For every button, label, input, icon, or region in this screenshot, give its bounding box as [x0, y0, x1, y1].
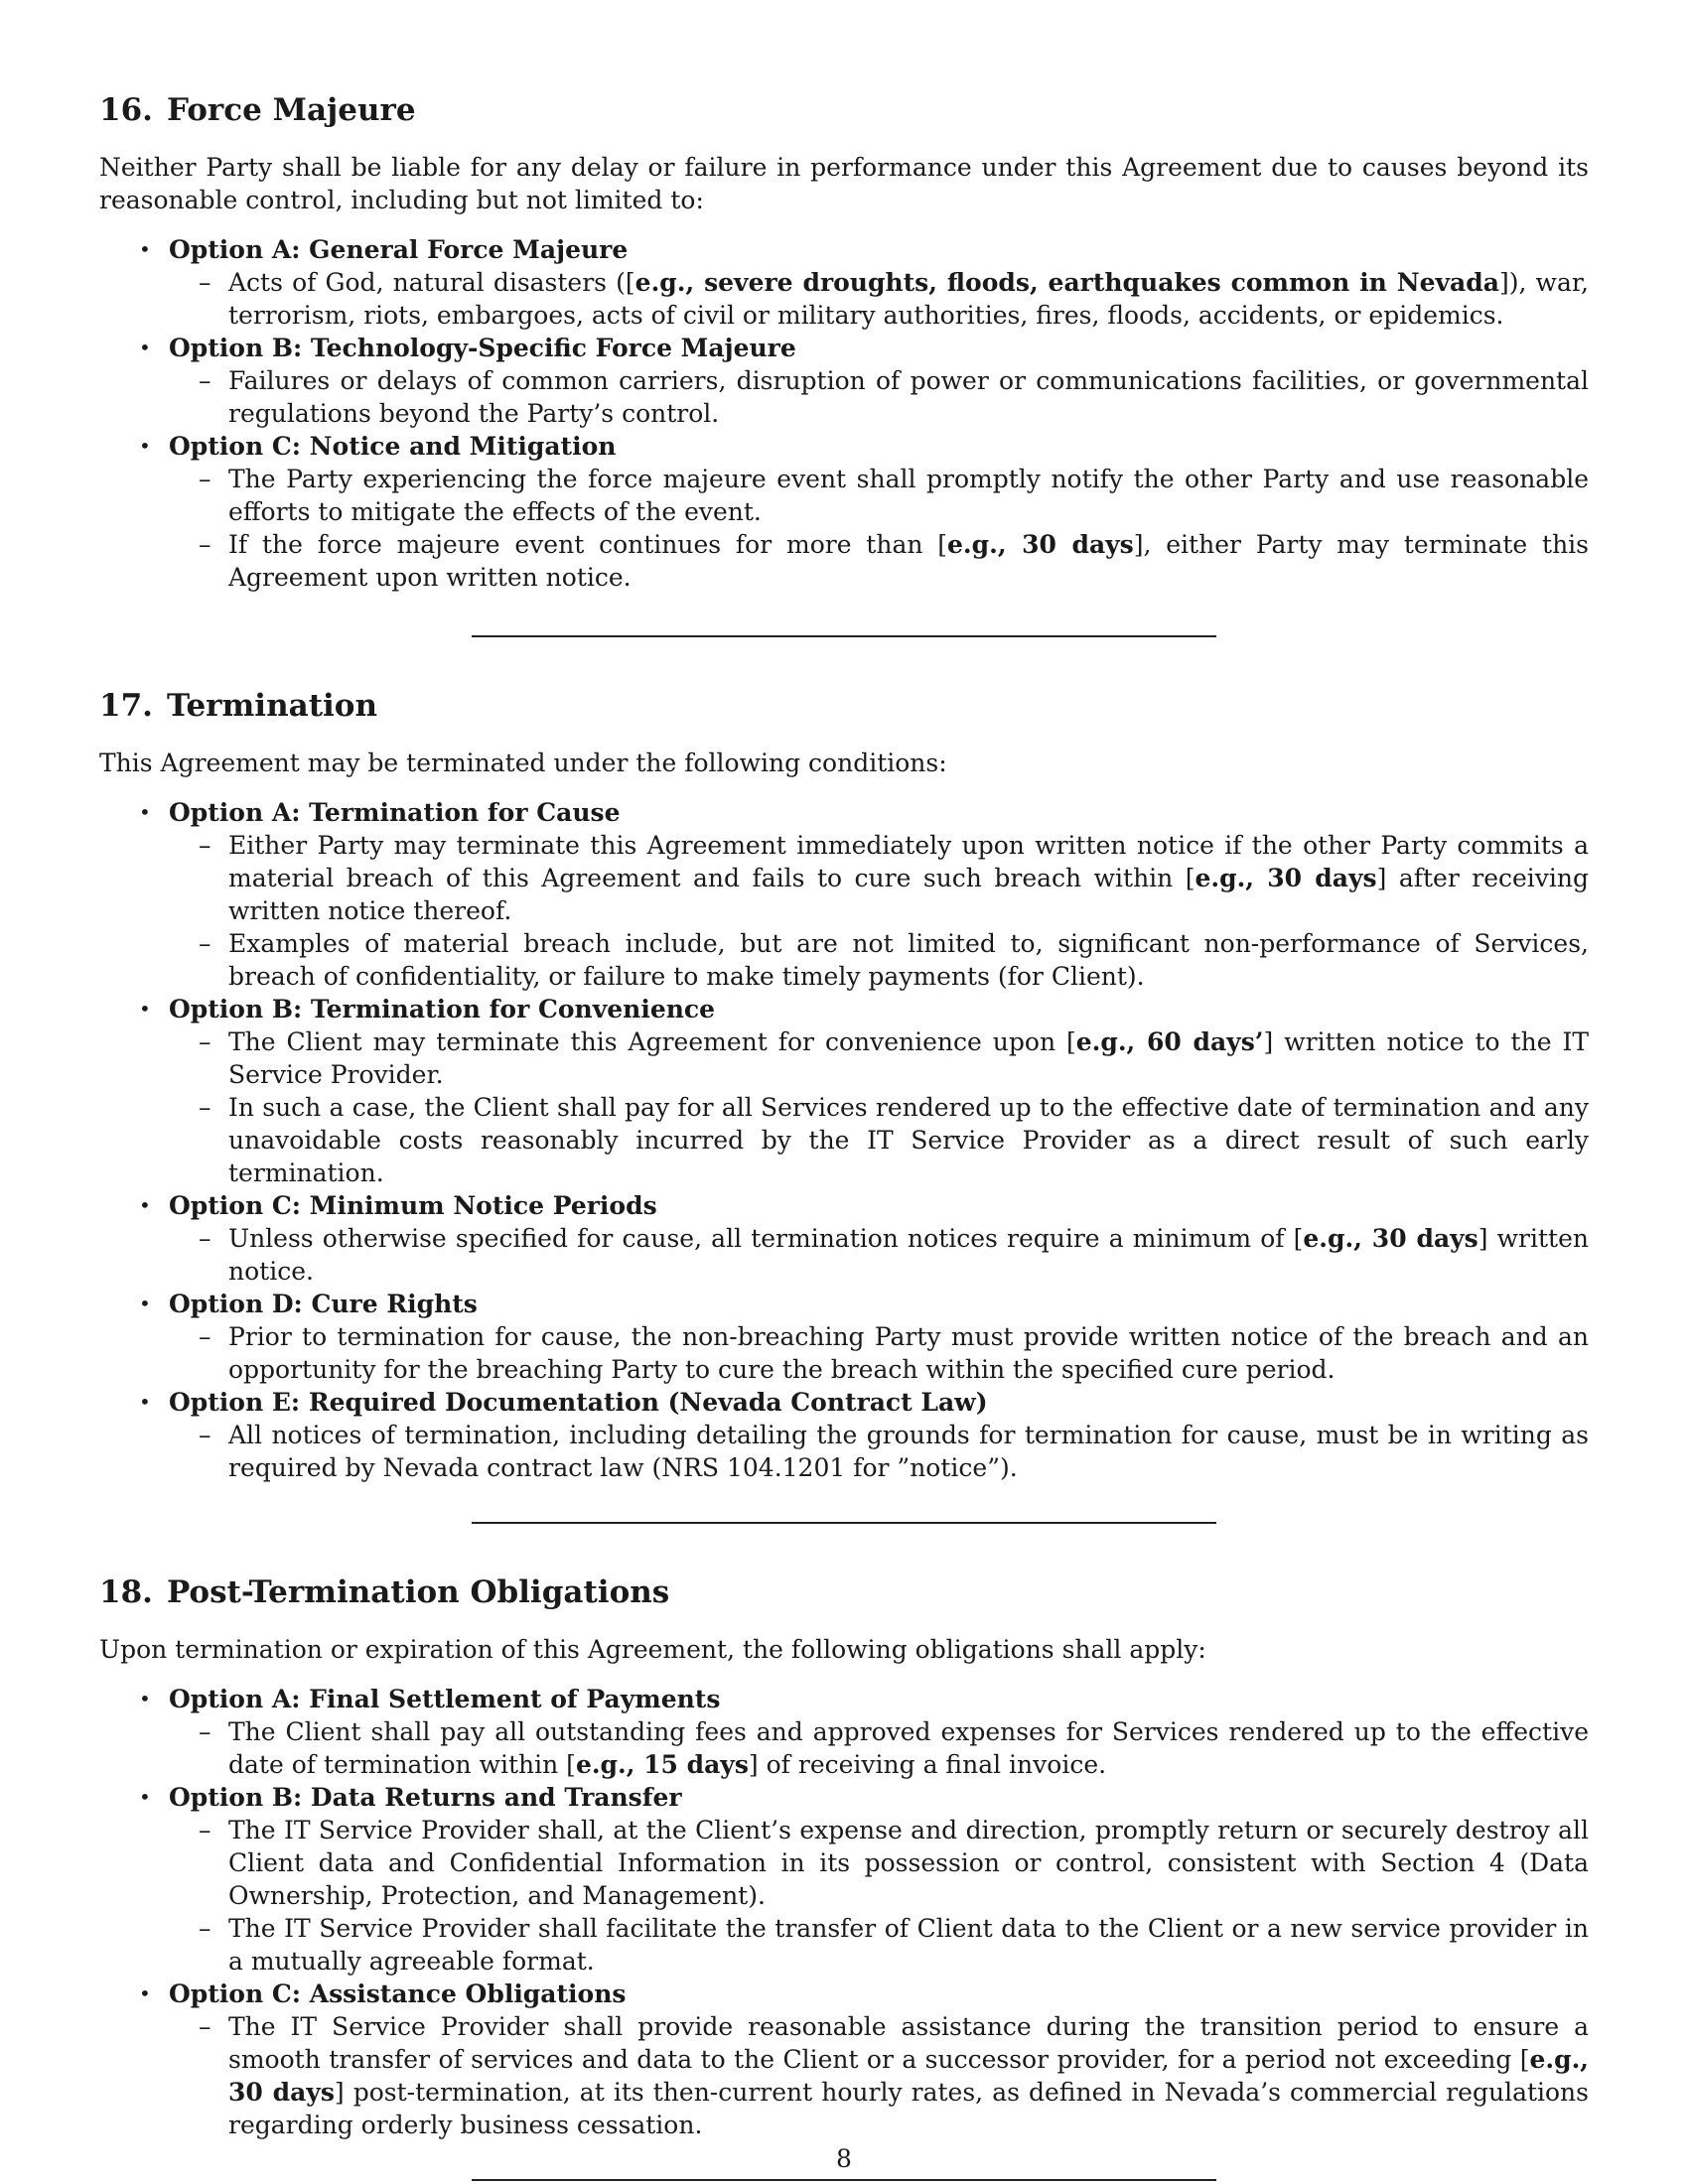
section-divider — [472, 2179, 1216, 2181]
bullet-icon: • — [139, 1785, 151, 1809]
sub-item: – The Party experiencing the force majeure event shall promptly notify the other Party and use reasonable efforts to mitigate the effects of the event. — [199, 465, 1589, 526]
section-number: 16. — [99, 92, 153, 128]
options-list — [99, 233, 1589, 594]
page-number: 8 — [836, 2144, 852, 2173]
dash-icon: – — [199, 366, 211, 395]
section-title: Termination — [166, 688, 378, 724]
sub-item: – Either Party may terminate this Agreement immediately upon written notice if the other Party commits a material breach of this Agreement and fails to cure such breach within [e.g., 30 days] after receiving written notice thereof. — [199, 831, 1590, 925]
section-divider — [472, 1522, 1216, 1524]
option-title: Option C: Minimum Notice Periods — [169, 1191, 657, 1220]
dash-icon: – — [199, 2012, 211, 2041]
dash-icon: – — [199, 1224, 211, 1253]
bullet-icon: • — [139, 1981, 151, 2005]
option-item — [99, 1189, 1589, 1288]
dash-icon: – — [199, 929, 211, 958]
option-title: Option A: General Force Majeure — [169, 235, 629, 264]
sub-item: – All notices of termination, including detailing the grounds for termination for cause, must be in writing as required by Nevada contract law (NRS 104.1201 for ”notice”). — [199, 1421, 1589, 1482]
option-title: Option B: Data Returns and Transfer — [169, 1783, 682, 1812]
sub-item: – The IT Service Provider shall provide reasonable assistance during the transition period to ensure a smooth transfer of services and data to the Client or a successor provider, for a period not exceeding [e.g., 30 days] post-termination, at its then-current hourly rates, as defined in Nevada’s commercial regulations regarding orderly business cessation. — [199, 2012, 1589, 2139]
dash-icon: – — [199, 1421, 211, 1449]
dash-icon: – — [199, 1322, 211, 1351]
sub-item: – Unless otherwise specified for cause, all termination notices require a minimum of [e.g., 30 days] written notice. — [199, 1224, 1589, 1286]
section-16 — [99, 91, 1589, 594]
dash-icon: – — [199, 1027, 211, 1056]
bullet-icon: • — [139, 800, 151, 824]
dash-icon: – — [199, 1717, 211, 1746]
dash-icon: – — [199, 465, 211, 493]
bullet-icon: • — [139, 237, 151, 261]
bullet-icon: • — [139, 997, 151, 1021]
option-item — [99, 332, 1589, 430]
option-title: Option A: Final Settlement of Payments — [169, 1685, 721, 1713]
dash-icon: – — [199, 530, 211, 559]
section-number: 17. — [99, 688, 153, 724]
option-item — [99, 796, 1589, 993]
section-heading — [99, 687, 1589, 725]
option-title: Option B: Technology-Specific Force Majeure — [169, 334, 796, 362]
section-divider — [472, 635, 1216, 637]
dash-icon: – — [199, 1914, 211, 1943]
option-title: Option A: Termination for Cause — [169, 798, 621, 827]
bullet-icon: • — [139, 1292, 151, 1315]
option-item — [99, 1683, 1589, 1781]
sub-item: – Prior to termination for cause, the non-breaching Party must provide written notice of the breach and an opportunity for the breaching Party to cure the breach within the specified cure period. — [199, 1322, 1589, 1384]
sub-item: – Acts of God, natural disasters ([e.g., severe droughts, floods, earthquakes common in Nevada]), war, terrorism, riots, embargoes, acts of civil or military authorities, fires, floods, accidents, or epidemics. — [199, 268, 1589, 330]
option-item — [99, 1978, 1589, 2141]
section-title: Force Majeure — [166, 92, 416, 128]
section-heading — [99, 91, 1589, 129]
document-body — [99, 91, 1589, 2181]
option-item — [99, 430, 1589, 594]
sub-item: – The Client may terminate this Agreement for convenience upon [e.g., 60 days’] written notice to the IT Service Provider. — [199, 1027, 1590, 1089]
options-list — [99, 1683, 1589, 2141]
sub-item: – The IT Service Provider shall facilitate the transfer of Client data to the Client or a new service provider in a mutually agreeable format. — [199, 1914, 1589, 1976]
option-title: Option E: Required Documentation (Nevada Contract Law) — [169, 1388, 988, 1417]
sub-item: – The Client shall pay all outstanding fees and approved expenses for Services rendered up to the effective date of termination within [e.g., 15 days] of receiving a final invoice. — [199, 1717, 1589, 1779]
option-item — [99, 1288, 1589, 1386]
dash-icon: – — [199, 268, 211, 297]
section-intro: Upon termination or expiration of this Agreement, the following obligations shall apply: — [99, 1635, 1206, 1664]
sub-item: – In such a case, the Client shall pay for all Services rendered up to the effective date of termination and any unavoidable costs reasonably incurred by the IT Service Provider as a direct result of such early termination. — [199, 1093, 1589, 1187]
option-title: Option C: Assistance Obligations — [169, 1979, 627, 2008]
bullet-icon: • — [139, 1390, 151, 1414]
section-title: Post-Termination Obligations — [166, 1574, 670, 1610]
option-item — [99, 233, 1589, 332]
section-intro: This Agreement may be terminated under the following conditions: — [99, 749, 947, 777]
option-title: Option C: Notice and Mitigation — [169, 432, 617, 461]
options-list — [99, 796, 1589, 1484]
sub-item: – The IT Service Provider shall, at the Client’s expense and direction, promptly return or securely destroy all Client data and Confidential Information in its possession or control, consistent with Section 4 (Data Ownership, Protection, and Management). — [199, 1816, 1589, 1910]
option-item — [99, 1386, 1589, 1484]
option-title: Option D: Cure Rights — [169, 1290, 478, 1318]
section-number: 18. — [99, 1574, 153, 1610]
section-18 — [99, 1573, 1589, 2141]
option-item — [99, 993, 1589, 1189]
bullet-icon: • — [139, 1687, 151, 1710]
sub-item: – Failures or delays of common carriers, disruption of power or communications facilities, or governmental regulations beyond the Party’s control. — [199, 366, 1589, 428]
dash-icon: – — [199, 1093, 211, 1122]
dash-icon: – — [199, 831, 211, 860]
sub-item: – If the force majeure event continues for more than [e.g., 30 days], either Party may terminate this Agreement upon written notice. — [199, 530, 1589, 592]
section-heading — [99, 1573, 1589, 1611]
option-title: Option B: Termination for Convenience — [169, 995, 716, 1024]
section-17 — [99, 687, 1589, 1484]
bullet-icon: • — [139, 336, 151, 359]
bullet-icon: • — [139, 434, 151, 458]
sub-item: – Examples of material breach include, but are not limited to, significant non-performance of Services, breach of confidentiality, or failure to make timely payments (for Client). — [199, 929, 1589, 991]
section-intro: Neither Party shall be liable for any delay or failure in performance under this Agreement due to causes beyond its reasonable control, including but not limited to: — [99, 153, 1589, 214]
dash-icon: – — [199, 1816, 211, 1844]
bullet-icon: • — [139, 1193, 151, 1217]
option-item — [99, 1781, 1589, 1978]
